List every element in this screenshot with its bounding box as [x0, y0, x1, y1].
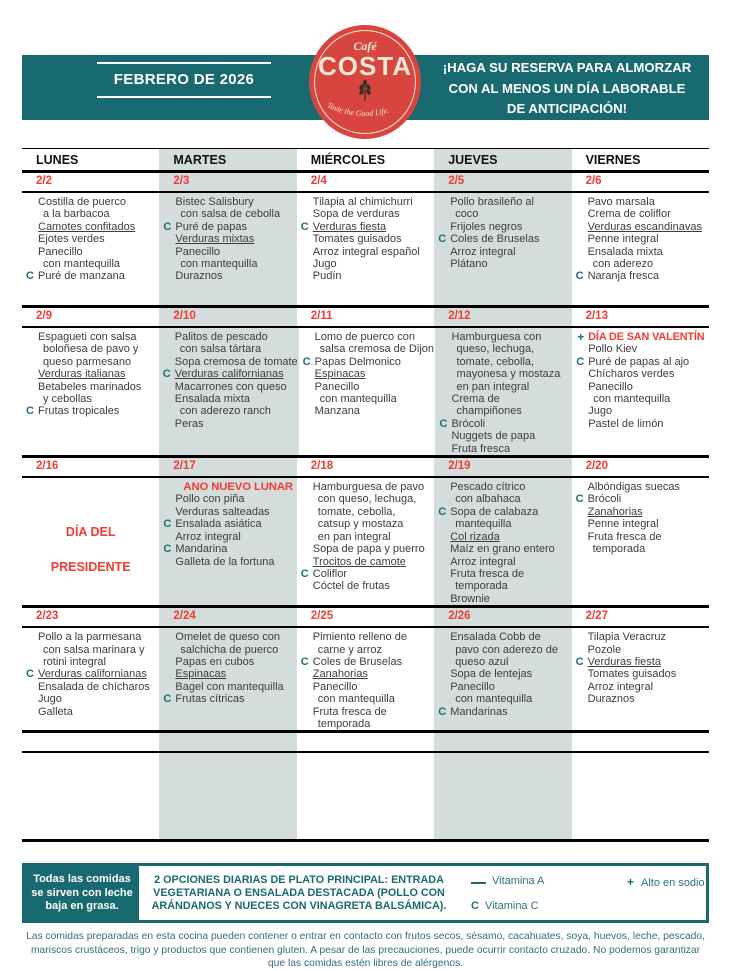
vitamin-c-marker: C [439, 417, 448, 430]
day-header: MIÉRCOLES [310, 153, 386, 167]
legend-vitamin-c-label: Vitamina C [484, 900, 539, 913]
menu-item: Verduras salteadas [175, 505, 270, 518]
date-label [159, 733, 296, 751]
menu-item: Duraznos [175, 270, 223, 283]
date-label: 2/16 [36, 460, 59, 473]
date-row [22, 455, 709, 478]
menu-item: C Mandarina [163, 543, 228, 556]
date-row [22, 305, 709, 328]
menu-item: Panecillo con mantequilla [38, 245, 121, 271]
menu-item: Bagel con mantequilla [175, 680, 284, 693]
date-label: 2/17 [159, 458, 296, 476]
menu-item: Duraznos [587, 693, 635, 706]
vitamin-c-marker: C [300, 220, 309, 233]
menu-item: Arroz integral [587, 680, 654, 693]
legend-sodium [609, 866, 706, 920]
vitamin-c-marker: C [300, 567, 309, 580]
menu-item: Pozole [587, 643, 622, 656]
day-cell [159, 478, 296, 605]
divider [97, 96, 271, 98]
menu-item: Ensalada Cobb de pavo con aderezo de queso azul [450, 631, 558, 668]
menu-item: C Brócoli [439, 417, 486, 430]
day-cell [22, 753, 159, 839]
menu-item: Omelet de queso con salchicha de puerco [175, 631, 280, 656]
menu-item: Palitos de pescado con salsa tártara [174, 331, 268, 356]
menu-calendar [22, 148, 709, 842]
vitamin-c-marker: C [438, 705, 447, 718]
menu-item: Fruta fresca [451, 442, 511, 455]
date-label: 2/6 [585, 175, 602, 187]
day-cell [159, 328, 299, 455]
menu-item: Jugo [312, 258, 337, 271]
date-label: 2/27 [585, 610, 608, 623]
menu-item: Frijoles negros [450, 220, 523, 233]
menu-item: Fruta fresca de temporada [312, 705, 387, 730]
menu-item: Panecillo con mantequilla [314, 380, 397, 406]
vitamin-c-marker: C [575, 270, 584, 283]
menu-item: Ensalada mixta con aderezo ranch [174, 393, 271, 418]
date-label: 2/3 [159, 173, 296, 191]
day-cell [572, 193, 709, 305]
menu-item: Panecillo con mantequilla [450, 680, 533, 706]
menu-item: Jugo [588, 405, 613, 418]
menu-item: Brownie [450, 592, 490, 605]
vitamin-c-marker: C [163, 518, 172, 531]
menu-item: Peras [174, 417, 204, 430]
milk-note: Todas las comidas se sirven con leche baja en grasa. [25, 866, 139, 920]
day-cell [572, 753, 709, 839]
menu-item: Penne integral [587, 518, 659, 531]
week-row [22, 753, 709, 842]
vitamin-c-marker: C [471, 900, 479, 913]
allergen-disclaimer: Las comidas preparadas en esta cocina pueden contener o entrar en contacto con frutos secos, sésamo, cacahuates, soya, huevos, leche, pescado, mariscos crustáceos, trigo y productos que contienen gluten. A pesar de las precauciones, puede ocurrir contacto cruzado. No podemos garantizar que las comidas estén libres de alérgenos. [26, 931, 705, 970]
day-cell [434, 193, 571, 305]
menu-item: C Brócoli [575, 493, 622, 506]
holiday-label: ANO NUEVO LUNAR [183, 481, 293, 494]
menu-item: Nuggets de papa [451, 430, 536, 443]
sodium-marker: + [627, 875, 635, 890]
date-label [297, 733, 434, 751]
menu-item: Trocitos de camote [312, 555, 406, 568]
day-cell [434, 628, 571, 730]
vitamin-c-marker: C [26, 270, 34, 283]
menu-item: Espinacas [314, 368, 366, 381]
menu-item: Sopa cremosa de tomate [174, 355, 298, 368]
menu-item: Pavo marsala [587, 196, 655, 208]
vitamin-c-marker: C [163, 543, 172, 556]
menu-item: C Verduras californianas [162, 368, 284, 381]
holiday-label: + DÍA DE SAN VALENTÍN [577, 330, 705, 344]
date-label: 2/5 [434, 173, 571, 191]
menu-item: Pimiento relleno de carne y arroz [312, 631, 407, 656]
menu-item: Ensalada mixta con aderezo [587, 245, 663, 271]
vitamin-c-marker: C [26, 668, 34, 681]
vitamin-c-marker: C [162, 368, 171, 381]
menu-item: Camotes confitados [38, 220, 136, 233]
menu-item: Pastel de limón [588, 417, 664, 430]
logo-tagline [317, 99, 413, 125]
menu-item: C Coles de Bruselas [300, 655, 403, 668]
vitamin-c-marker: C [576, 355, 585, 368]
menu-item: Hamburguesa de pavo con queso, lechuga, tomate, cebolla, catsup y mostaza en pan integral [312, 481, 425, 543]
menu-item: Tomates guisados [312, 233, 402, 246]
date-row [22, 173, 709, 193]
menu-item: Pollo brasileño al coco [450, 196, 534, 221]
date-row [22, 605, 709, 628]
vitamin-c-marker: C [438, 233, 447, 246]
date-row [22, 730, 709, 753]
menu-item: Panecillo con mantequilla [175, 245, 258, 271]
header-banner [0, 0, 731, 148]
week-row [22, 193, 709, 305]
day-cell [297, 628, 434, 730]
wheat-icon [357, 80, 373, 101]
day-cell [159, 628, 296, 730]
menu-item: Pollo con piña [175, 493, 245, 506]
menu-item: Chícharos verdes [588, 368, 675, 381]
menu-item: Arroz integral español [312, 245, 420, 258]
date-label: 2/12 [434, 308, 571, 326]
day-cell [22, 478, 159, 605]
menu-item: Penne integral [587, 233, 659, 246]
menu-item: Costilla de puerco a la barbacoa [38, 196, 127, 221]
date-label: 2/19 [434, 458, 571, 476]
legend-vitamin-a [471, 873, 609, 887]
menu-item: C Puré de manzana [26, 270, 125, 283]
menu-item: C Verduras fiesta [300, 220, 387, 233]
menu-item: Pollo a la parmesana con salsa marinara y rotini integral [38, 631, 145, 668]
menu-item: Panecillo con mantequilla [312, 680, 395, 706]
menu-item: Verduras mixtas [175, 233, 255, 246]
menu-item: Col rizada [450, 530, 500, 543]
menu-item: Zanahorias [587, 505, 643, 518]
menu-item: Tomates guisados [587, 668, 677, 681]
menu-item: C Frutas cítricas [163, 693, 245, 706]
date-label: 2/4 [310, 175, 327, 187]
menu-item: Albóndigas suecas [587, 481, 680, 494]
menu-item: Crema de champiñones [451, 393, 522, 418]
date-label [572, 733, 709, 751]
date-label: 2/2 [36, 175, 52, 187]
menu-item: Verduras italianas [38, 368, 126, 381]
date-label: 2/11 [310, 310, 333, 322]
reservation-notice: ¡HAGA SU RESERVA PARA ALMORZAR CON AL MENOS UN DÍA LABORABLE DE ANTICIPACIÓN! [442, 60, 692, 116]
menu-item: Lomo de puerco con salsa cremosa de Dijon [314, 331, 435, 356]
options-note: 2 OPCIONES DIARIAS DE PLATO PRINCIPAL: ENTRADA VEGETARIANA O ENSALADA DESTACADA (POLLO CON ARÁNDANOS Y NUECES CON VINAGRETA BALSÁMICA). [151, 873, 447, 912]
day-cell [572, 328, 709, 455]
menu-item: Espagueti con salsa boloñesa de pavo y queso parmesano [38, 331, 139, 368]
date-label: 2/9 [36, 310, 52, 322]
date-label: 2/25 [310, 610, 334, 623]
menu-item: Fruta fresca de temporada [450, 567, 525, 593]
menu-item: C Puré de papas [163, 220, 247, 233]
day-cell [572, 628, 709, 730]
legend-vitamin-c [471, 900, 609, 912]
sodium-marker: + [577, 330, 585, 344]
week-row [22, 328, 709, 455]
menu-item: Ejotes verdes [38, 233, 105, 246]
date-label [434, 733, 571, 751]
vitamin-c-marker: C [26, 405, 34, 418]
menu-item: Pollo Kiev [588, 343, 638, 356]
week-row [22, 478, 709, 605]
logo-name-text: COSTA [317, 51, 413, 81]
date-label: 2/18 [310, 460, 334, 473]
menu-item: Manzana [314, 405, 360, 418]
footer-box [22, 863, 709, 923]
menu-item: Fruta fresca de temporada [587, 530, 662, 556]
vitamin-c-marker: C [438, 505, 447, 518]
menu-item: Sopa de papa y puerro [312, 543, 425, 556]
menu-item: Arroz integral [450, 245, 516, 258]
menu-item: C Coles de Bruselas [438, 233, 540, 246]
menu-item: Ensalada de chícharos [38, 680, 150, 693]
cafe-costa-logo [310, 26, 420, 138]
menu-item: Arroz integral [175, 530, 241, 543]
menu-item: C Verduras fiesta [575, 655, 661, 668]
menu-item: Tilapia Veracruz [587, 631, 667, 644]
menu-item: Macarrones con queso [174, 380, 287, 393]
day-cell [435, 328, 572, 455]
menu-item: Plátano [450, 258, 488, 271]
day-header: LUNES [36, 153, 79, 167]
menu-item: Galleta de la fortuna [175, 555, 275, 568]
vitamin-c-marker: C [575, 655, 584, 668]
menu-item: Cóctel de frutas [312, 580, 390, 593]
day-header: MARTES [159, 149, 296, 170]
legend-sodium-label: Alto en sodio [641, 877, 705, 890]
menu-item: C Mandarinas [438, 705, 508, 718]
menu-item: Arroz integral [450, 555, 516, 568]
date-label: 2/23 [36, 610, 59, 623]
day-cell [297, 753, 434, 839]
week-row [22, 628, 709, 730]
date-label: 2/20 [585, 460, 608, 473]
day-cell [434, 753, 571, 839]
menu-item: C Coliflor [300, 567, 348, 580]
month-title: FEBRERO DE 2026 [113, 71, 255, 88]
menu-item: C Ensalada asiática [163, 518, 262, 531]
menu-item: C Verduras californianas [26, 668, 147, 681]
vitamin-c-marker: C [575, 493, 584, 506]
menu-item: Pescado cítrico con albahaca [450, 481, 526, 506]
legend-vitamins [459, 866, 609, 920]
day-cell [297, 478, 434, 605]
date-label: 2/10 [159, 308, 296, 326]
day-cell [572, 478, 709, 605]
menu-item: Pudín [312, 270, 342, 283]
menu-item: Galleta [38, 705, 73, 718]
menu-item: Papas en cubos [175, 655, 255, 668]
month-title-box [95, 62, 273, 98]
menu-item: Zanahorias [312, 668, 368, 681]
menu-item: C Frutas tropicales [26, 405, 120, 418]
day-cell [22, 193, 159, 305]
date-label: 2/13 [585, 310, 608, 322]
legend-vitamin-a-label: Vitamina A [492, 875, 545, 888]
day-header: VIERNES [585, 153, 641, 167]
menu-item: Panecillo con mantequilla [588, 380, 671, 406]
day-cell [297, 193, 434, 305]
vitamin-c-marker: C [300, 655, 309, 668]
day-header-row [22, 148, 709, 173]
menu-item: C Naranja fresca [575, 270, 660, 283]
day-cell [434, 478, 571, 605]
menu-item: Jugo [38, 693, 62, 706]
menu-item: Crema de coliflor [587, 208, 671, 221]
day-cell [299, 328, 436, 455]
menu-item: Verduras escandinavas [587, 220, 702, 233]
menu-item: Hamburguesa con queso, lechuga, tomate, cebolla, mayonesa y mostaza en pan integral [451, 331, 561, 393]
vitamin-c-marker: C [302, 355, 311, 368]
menu-item: Tilapia al chimichurri [312, 196, 413, 208]
underline-sample-icon [471, 873, 486, 884]
menu-item: Bistec Salisbury con salsa de cebolla [175, 196, 281, 221]
logo-script-text: Café [353, 39, 377, 53]
menu-item: C Puré de papas al ajo [576, 355, 690, 368]
vitamin-c-marker: C [163, 220, 172, 233]
menu-item: Espinacas [175, 668, 227, 681]
date-label: 2/24 [159, 608, 296, 626]
menu-item: Maíz en grano entero [450, 543, 555, 556]
day-cell [159, 193, 296, 305]
date-label: 2/26 [434, 608, 571, 626]
svg-text:Taste the Good Life.: Taste the Good Life. [325, 100, 391, 119]
menu-item: Sopa de verduras [312, 208, 400, 221]
day-cell [22, 328, 159, 455]
menu-item: C Sopa de calabaza mantequilla [438, 505, 539, 531]
menu-item: Betabeles marinados y cebollas [38, 380, 142, 406]
day-cell [22, 628, 159, 730]
vitamin-c-marker: C [163, 693, 172, 706]
menu-item: C Papas Delmonico [302, 355, 401, 368]
menu-item: Sopa de lentejas [450, 668, 533, 681]
holiday-label: DÍA DEL PRESIDENTE [50, 525, 131, 575]
day-header: JUEVES [434, 149, 571, 170]
day-cell [159, 753, 296, 839]
date-label [22, 733, 159, 751]
